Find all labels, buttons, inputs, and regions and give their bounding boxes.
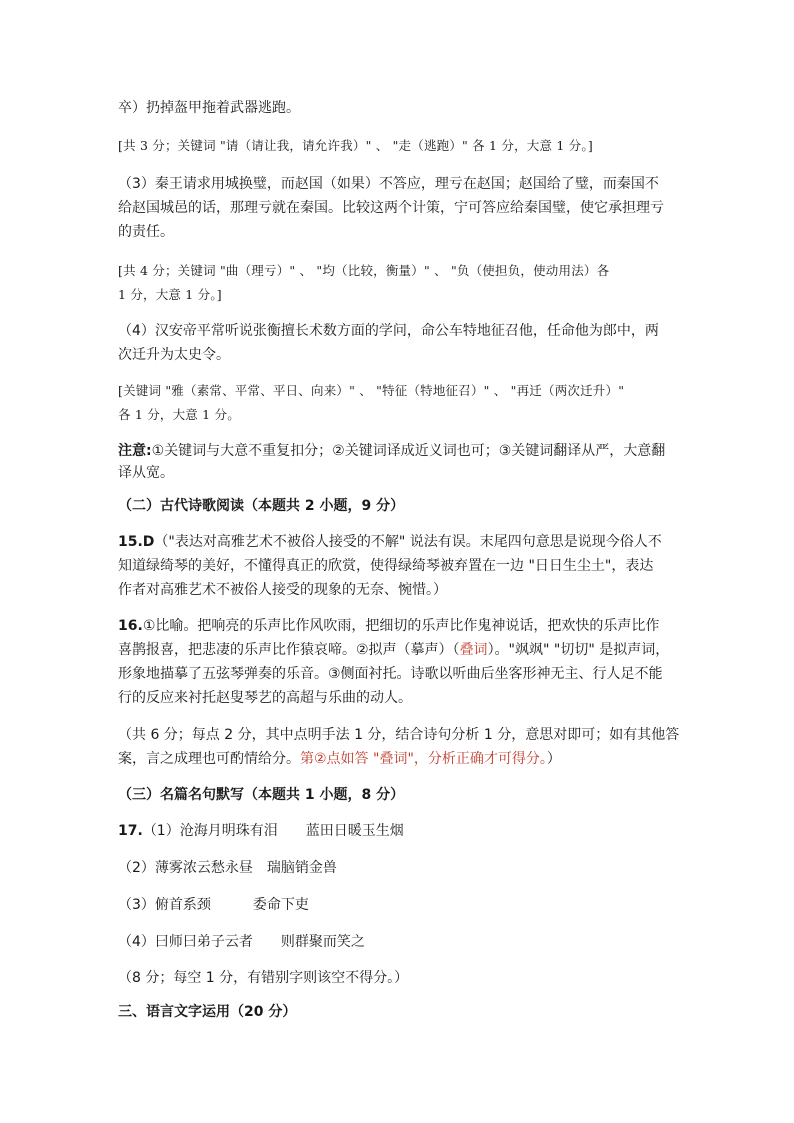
answer-text: ）。"飒飒" "切切" 是拟声词，	[487, 642, 670, 658]
answer-line: （4）汉安帝平常听说张衡擅长术数方面的学问，命公车特地征召他，任命他为郎中，两	[118, 323, 659, 339]
answer-line: （3）俯首系颈 委命下吏	[118, 897, 309, 913]
note-line	[118, 442, 665, 460]
answer-line: 行的反应来衬托赵叟琴艺的高超与乐曲的动人。	[118, 690, 412, 706]
answer-text: ）	[546, 751, 561, 767]
scoring-note: （共 6 分；每点 2 分，其中点明手法 1 分，结合诗句分析 1 分，意思对即可；如有其他答	[118, 727, 680, 743]
answer-line	[118, 617, 659, 635]
answer-text: 喜鹊报喜，把悲凄的乐声比作猿哀啼。②拟声（摹声）（	[118, 642, 460, 658]
section-heading: （二）古代诗歌阅读（本题共 2 小题，9 分）	[118, 498, 405, 514]
answer-text: （1）沧海月明珠有泪 蓝田日暖玉生烟	[142, 823, 404, 839]
answer-line: （3）秦王请求用城换璧，而赵国（如果）不答应，理亏在赵国；赵国给了璧，而秦国不	[118, 176, 659, 192]
answer-line: 给赵国城邑的话，那理亏就在秦国。比较这两个计策，宁可答应给秦国璧，使它承担理亏	[118, 200, 664, 216]
answer-line: （2）薄雾浓云愁永昼 瑞脑销金兽	[118, 860, 337, 876]
scoring-note: 各 1 分，大意 1 分。	[118, 407, 240, 422]
answer-text: （"表达对高雅艺术不被俗人接受的不解" 说法有误。末尾四句意思是说现今俗人不	[154, 534, 662, 550]
highlight-text: 叠词	[459, 642, 488, 658]
answer-line	[118, 822, 404, 840]
section-heading: 三、语言文字运用（20 分）	[118, 1004, 297, 1020]
answer-text: 案，言之成理也可酌情给分。	[118, 751, 300, 767]
scoring-note: 1 分，大意 1 分。]	[118, 287, 222, 302]
answer-line: 形象地描摹了五弦琴弹奏的乐音。③侧面衬托。诗歌以听曲后坐客形神无主、行人足不能	[118, 666, 663, 682]
scoring-note: [关键词 "雅（素常、平常、平日、向来）" 、 "特征（特地征召）" 、 "再迁（两次迁升）"	[118, 383, 625, 398]
answer-line: 知道绿绮琴的美好，不懂得真正的欣赏，使得绿绮琴被弃置在一边 "日日生尘土"，表达	[118, 558, 654, 574]
answer-line: 卒）扔掉盔甲拖着武器逃跑。	[118, 100, 300, 116]
scoring-note	[118, 750, 561, 768]
answer-line: 的责任。	[118, 224, 174, 240]
note-label: 注意:	[118, 443, 152, 459]
section-heading: （三）名篇名句默写（本题共 1 小题，8 分）	[118, 787, 405, 803]
answer-line	[118, 641, 669, 659]
answer-line: （4）曰师曰弟子云者 则群聚而笑之	[118, 934, 365, 950]
question-number: 16.	[118, 618, 143, 634]
question-number: 17.	[118, 823, 143, 839]
answer-line: 次迁升为太史令。	[118, 347, 230, 363]
note-text: ①关键词与大意不重复扣分；②关键词译成近义词也可；③关键词翻译从严，大意翻	[151, 443, 666, 459]
question-number: 15.D	[118, 534, 155, 550]
answer-line: 作者对高雅艺术不被俗人接受的现象的无奈、惋惜。）	[118, 582, 447, 598]
scoring-note: [共 4 分；关键词 "曲（理亏）" 、 "均（比较，衡量）" 、 "负（使担负，使动用法）各	[118, 263, 610, 278]
answer-line	[118, 533, 662, 551]
scoring-note: [共 3 分；关键词 "请（请让我，请允许我）" 、 "走（逃跑）" 各 1 分，大意 1 分。]	[118, 138, 593, 153]
scoring-note: （8 分；每空 1 分，有错别字则该空不得分。）	[118, 970, 409, 986]
highlight-text: 第②点如答 "叠词"，分析正确才可得分。	[300, 751, 547, 767]
answer-line: 译从宽。	[118, 465, 174, 481]
answer-text: ①比喻。把响亮的乐声比作风吹雨，把细切的乐声比作鬼神说话，把欢快的乐声比作	[142, 618, 660, 634]
